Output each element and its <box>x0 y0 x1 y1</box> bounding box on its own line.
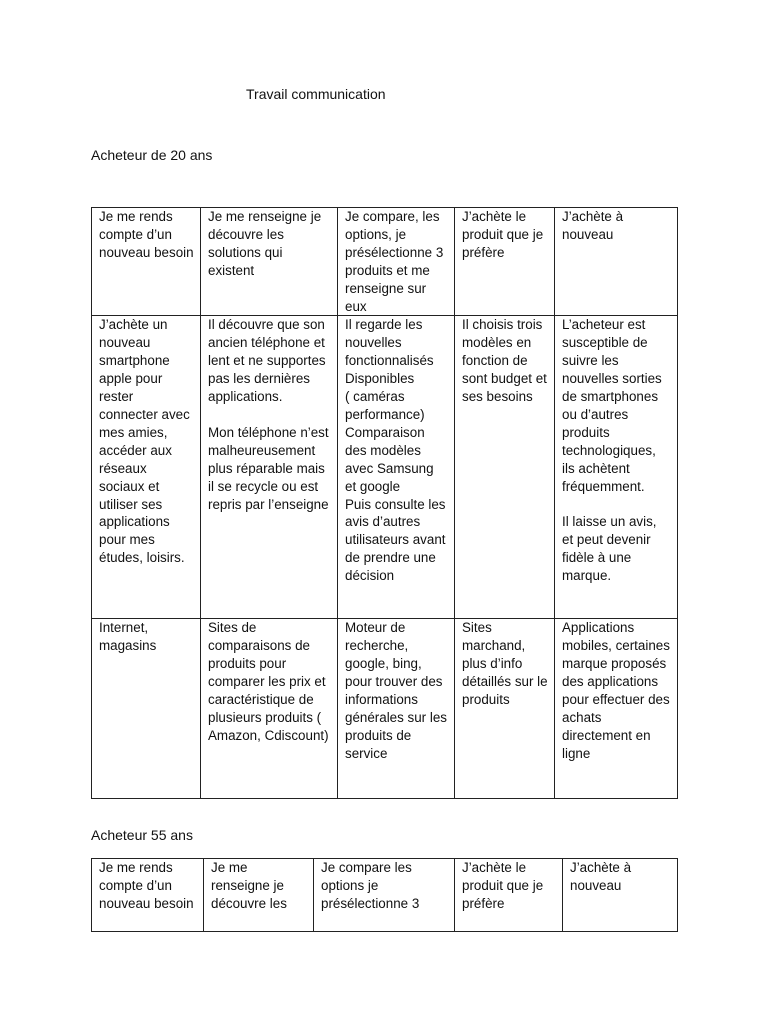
table-cell: Moteur de recherche, google, bing, pour trouver des informations générales sur les produits de service <box>338 619 455 799</box>
table-cell: Internet, magasins <box>92 619 201 799</box>
buyer-55-journey-table <box>91 858 678 932</box>
table-row <box>92 316 678 619</box>
table-row <box>92 859 678 932</box>
table-cell: Applications mobiles, certaines marque proposés des applications pour effectuer des achats directement en ligne <box>555 619 678 799</box>
table-cell: Je compare les options je présélectionne 3 <box>314 859 455 932</box>
document-title: Travail communication <box>246 86 386 102</box>
table-cell: Je compare, les options, je présélectionne 3 produits et me renseigne sur eux <box>338 208 455 316</box>
table-row <box>92 619 678 799</box>
table-cell: L’acheteur est susceptible de suivre les nouvelles sorties de smartphones ou d’autres produits technologiques, ils achètent fréquemment. Il laisse un avis, et peut devenir fidèle à une marque. <box>555 316 678 619</box>
buyer-20-journey-table <box>91 207 678 799</box>
table-cell: Je me renseigne je découvre les solutions qui existent <box>201 208 338 316</box>
table-cell: Je me rends compte d’un nouveau besoin <box>92 208 201 316</box>
table-cell: J’achète le produit que je préfère <box>455 208 555 316</box>
table-row <box>92 208 678 316</box>
section-heading-buyer-20: Acheteur de 20 ans <box>91 147 213 163</box>
table-cell: Il découvre que son ancien téléphone et lent et ne supportes pas les dernières applications. Mon téléphone n’est malheureusement plus réparable mais il se recycle ou est repris par l’enseigne <box>201 316 338 619</box>
table-cell: Il choisis trois modèles en fonction de sont budget et ses besoins <box>455 316 555 619</box>
section-heading-buyer-55: Acheteur 55 ans <box>91 827 193 843</box>
table-cell: Sites marchand, plus d’info détaillés sur le produits <box>455 619 555 799</box>
table-cell: J’achète un nouveau smartphone apple pour rester connecter avec mes amies, accéder aux réseaux sociaux et utiliser ses applications pour mes études, loisirs. <box>92 316 201 619</box>
table-cell: Il regarde les nouvelles fonctionnalisés Disponibles ( caméras performance) Comparaison des modèles avec Samsung et google Puis consulte les avis d’autres utilisateurs avant de prendre une décision <box>338 316 455 619</box>
table-cell: J’achète à nouveau <box>563 859 678 932</box>
table-cell: J’achète le produit que je préfère <box>455 859 563 932</box>
table-cell: Sites de comparaisons de produits pour comparer les prix et caractéristique de plusieurs produits ( Amazon, Cdiscount) <box>201 619 338 799</box>
table-cell: Je me renseigne je découvre les <box>204 859 314 932</box>
table-cell: J’achète à nouveau <box>555 208 678 316</box>
table-cell: Je me rends compte d’un nouveau besoin <box>92 859 204 932</box>
